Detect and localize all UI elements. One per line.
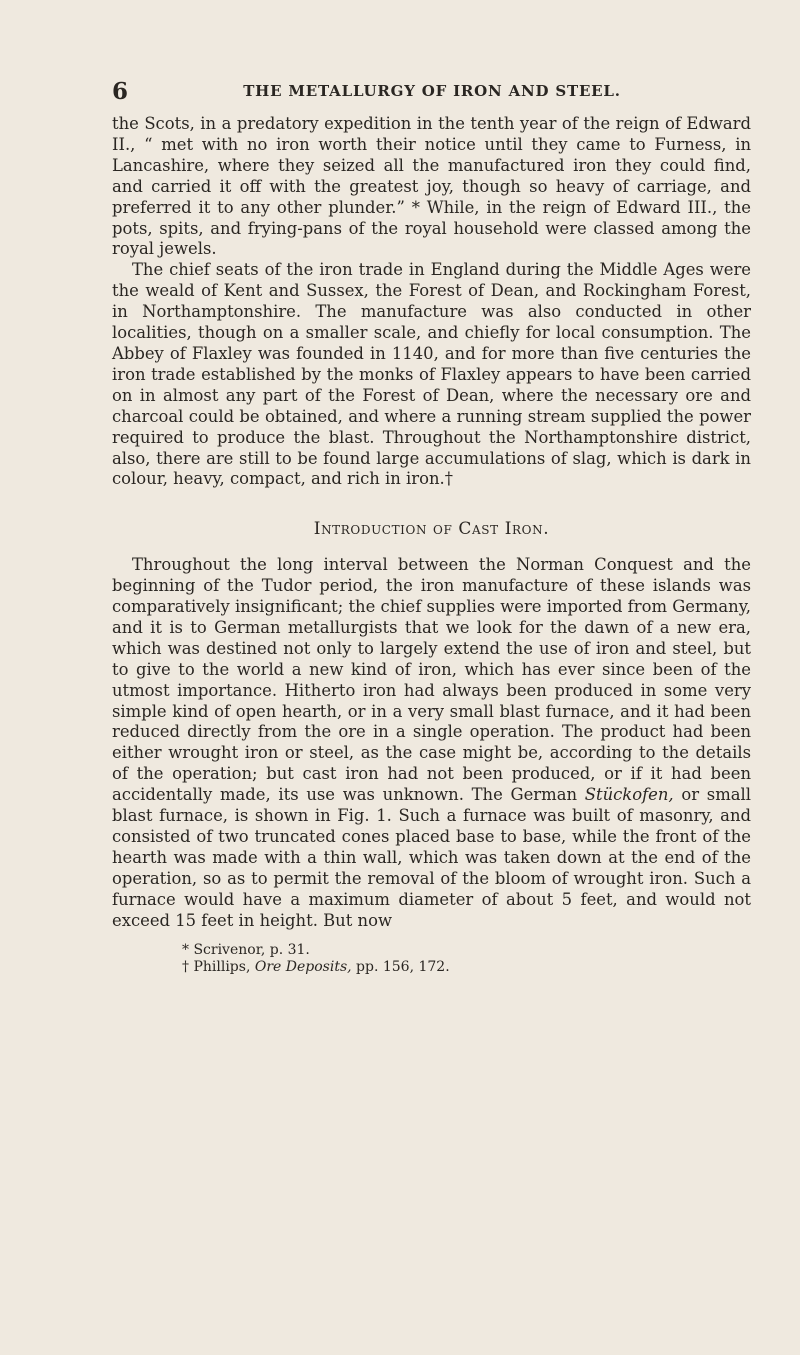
section-heading: Introduction of Cast Iron. (313, 519, 550, 540)
footnote (182, 942, 751, 959)
paragraph-text: or small blast furnace, is shown in Fig. 1. Such a furnace was built of masonry, and consisted of two truncated cones placed base to base, while the front of the hearth was made with a thin wall, which was taken down at the end of the operation, so as to permit the removal of the bloom of wrought iron. Such a furnace would have a maximum diameter of about 5 feet, and would not exceed 15 feet in height. But now (112, 785, 751, 930)
paragraph: The chief seats of the iron trade in England during the Middle Ages were the weald of Kent and Sussex, the Forest of Dean, and Rockingham Forest, in Northamptonshire. The manufacture was also conducted in other localities, though on a smaller scale, and chiefly for local consumption. The Abbey of Flaxley was founded in 1140, and for more than five centuries the iron trade established by the monks of Flaxley appears to have been carried on in almost any part of the Forest of Dean, where the necessary ore and charcoal could be obtained, and where a running stream supplied the power required to produce the blast. Throughout the Northamptonshire district, also, there are still to be found large accumulations of slag, which is dark in colour, heavy, compact, and rich in iron.† (112, 260, 751, 489)
paragraph-text: Throughout the long interval between the Norman Conquest and the beginning of the Tudor period, the iron manufacture of these islands was comparatively insignificant; the chief supplies were imported from Germany, and it is to German metallurgists that we look for the dawn of a new era, which was destined not only to largely extend the use of iron and steel, but to give to the world a new kind of iron, which has ever since been of the utmost importance. Hitherto iron had always been produced in some very simple kind of open hearth, or in a very small blast furnace, and it had been reduced directly from the ore in a single operation. The product had been either wrought iron or steel, as the case might be, according to the details of the operation; but cast iron had not been produced, or if it had been accidentally made, its use was unknown. The German (112, 555, 751, 805)
running-title: THE METALLURGY OF IRON AND STEEL. (243, 82, 621, 100)
footnote-title: Ore Deposits, (254, 958, 352, 975)
footnote-author: Phillips, (193, 958, 251, 975)
paragraph: the Scots, in a predatory expedition in the tenth year of the reign of Edward II., “ met with no iron worth their notice until they came to Furness, in Lancashire, where they seized all the manufactured iron they could find, and carried it off with the greatest joy, though so heavy of carriage, and preferred it to any other plunder.” * While, in the reign of Edward III., the pots, spits, and frying-pans of the royal household were classed among the royal jewels. (112, 114, 751, 259)
footnotes (112, 942, 751, 976)
italic-term: Stückofen, (584, 785, 674, 805)
footnote-mark: † (182, 958, 189, 975)
footnote-mark: * (182, 941, 189, 958)
paragraph (112, 555, 751, 931)
footnote-text: Scrivenor, p. 31. (193, 941, 310, 958)
footnote (182, 959, 751, 976)
running-head (112, 78, 752, 108)
body-text (112, 114, 751, 976)
footnote-pages: pp. 156, 172. (356, 958, 450, 975)
page-number: 6 (112, 78, 129, 105)
